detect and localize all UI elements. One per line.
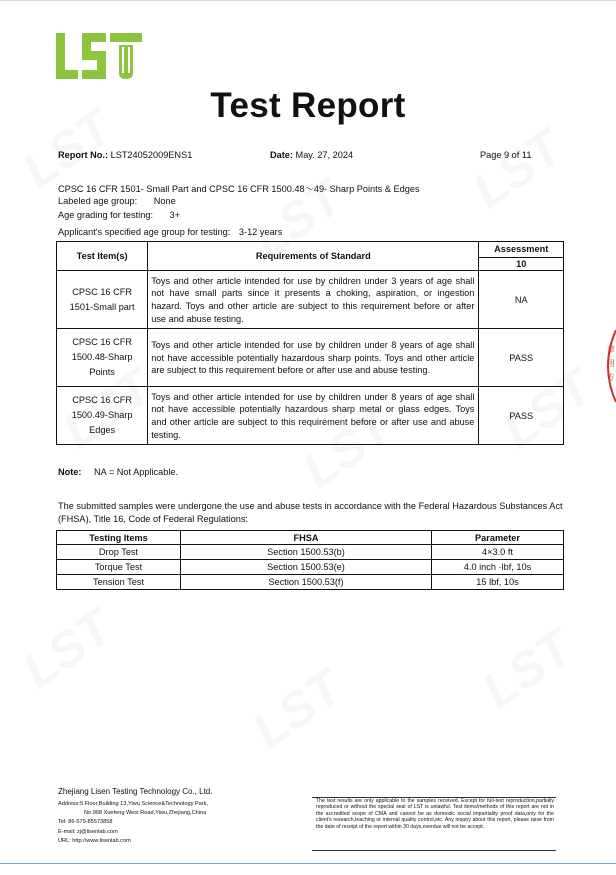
col-parameter: Parameter — [432, 531, 564, 545]
report-date — [270, 150, 353, 160]
applicant-age-line — [58, 227, 282, 237]
labeled-age-value: None — [153, 196, 176, 206]
test-item-line: 1500.48-Sharp — [71, 352, 133, 362]
parameter-cell: 4.0 inch ·lbf, 10s — [432, 560, 564, 575]
seal-stamp — [598, 330, 616, 402]
address-line: No.968 Xuefeng West Road,Yiwu,Zhejiang,China — [84, 810, 207, 817]
requirement-text: Toys and other article intended for use by children under 8 years of age shall not have accessible potentially hazardous sharp metal or glass edges. Toys and other article are subject to this requirement before or after use and abuse testing. — [151, 391, 475, 440]
note-label: Note: — [58, 467, 82, 477]
page-number: Page 9 of 11 — [480, 150, 532, 160]
report-no-label: Report No.: — [58, 150, 109, 160]
lst-logo — [56, 33, 142, 79]
test-item-line: Points — [89, 367, 115, 377]
age-grading-line — [58, 210, 180, 220]
date-value: May. 27, 2024 — [295, 150, 354, 160]
company-name: Zhejiang Lisen Testing Technology Co., Ltd. — [58, 787, 213, 796]
requirement-text: Toys and other article intended for use by children under 3 years of age shall not have small parts since it presents a choking, aspiration, or ingestion hazard. Toys and other article are subject to this requirement before or after use and abuse testing. — [151, 275, 475, 324]
company-address — [58, 800, 208, 846]
report-number — [58, 150, 192, 160]
test-item-line: 1501-Small part — [69, 301, 135, 312]
test-item-line: Edges — [89, 425, 116, 435]
top-border — [0, 0, 616, 1]
note-text: NA = Not Applicable. — [94, 467, 179, 477]
table-row — [57, 271, 564, 329]
note — [58, 467, 178, 477]
watermark — [462, 118, 573, 220]
labeled-age-label: Labeled age group: — [58, 196, 138, 206]
watermark — [242, 658, 353, 760]
telephone: Tel: 86-579-85573858 — [58, 819, 113, 826]
bottom-border — [0, 863, 616, 864]
test-item-line: CPSC 16 CFR — [72, 337, 132, 347]
applicant-age-value: 3-12 years — [238, 227, 283, 237]
age-grading-value: 3+ — [169, 210, 181, 220]
testing-item-cell: Drop Test — [57, 545, 181, 560]
website-url: URL: http://www.lisenlab.com — [58, 837, 131, 844]
table-row — [57, 545, 564, 560]
col-assessment: Assessment — [479, 242, 564, 258]
report-no-value: LST24052009ENS1 — [110, 150, 193, 160]
test-item-cell — [57, 387, 148, 445]
svg-text:专: 专 — [607, 373, 615, 382]
svg-text:章: 章 — [607, 345, 615, 354]
result-cell: PASS — [479, 387, 564, 445]
parameter-cell: 4×3.0 ft — [432, 545, 564, 560]
testing-item-cell: Torque Test — [57, 560, 181, 575]
requirement-cell — [148, 329, 479, 387]
requirement-cell — [148, 271, 479, 329]
labeled-age-line — [58, 196, 176, 206]
col-testing-items: Testing Items — [57, 531, 181, 545]
test-item-line: CPSC 16 CFR — [72, 286, 132, 297]
test-item-cell — [57, 329, 148, 387]
date-label: Date: — [270, 150, 293, 160]
col-sample-no: 10 — [479, 257, 564, 270]
address-line: Address:5 Floor,Building 13,Yiwu Science&Technology Park, — [58, 801, 208, 807]
test-item-line: CPSC 16 CFR — [72, 395, 132, 405]
table-row — [57, 329, 564, 387]
requirement-text: Toys and other article intended for use by children under 8 years of age shall not have accessible potentially hazardous sharp points. Toys and other article are subject to this requirement before or after use and abuse testing. — [151, 340, 475, 376]
watermark — [472, 618, 583, 720]
parameter-cell: 15 lbf, 10s — [432, 575, 564, 590]
fhsa-cell: Section 1500.53(f) — [181, 575, 432, 590]
requirement-cell — [148, 387, 479, 445]
result-cell: NA — [479, 271, 564, 329]
col-requirements: Requirements of Standard — [148, 242, 479, 271]
fhsa-cell: Section 1500.53(b) — [181, 545, 432, 560]
page-title: Test Report — [210, 86, 406, 125]
table-row — [57, 575, 564, 590]
fhsa-table — [56, 530, 564, 590]
disclaimer-divider — [312, 850, 556, 851]
fhsa-cell: Section 1500.53(e) — [181, 560, 432, 575]
table-row — [57, 560, 564, 575]
watermark — [12, 598, 123, 700]
col-test-item: Test Item(s) — [57, 242, 148, 271]
col-fhsa: FHSA — [181, 531, 432, 545]
disclaimer: The test results are only applicable to the samples received. Except for full-text reproduction,partially reproduced or without the special seal of LST is unlawful. Test items/methods of this report are not in the accredited scope of CMA and cannot be as domestic social impartiality proof data,only for the client's research,teaching or internal quality control,etc. Any inquiry about this report, please raise from the date of receipt of the report within 30 days,overdue will not be accept. — [316, 798, 554, 830]
standard-line: CPSC 16 CFR 1501- Small Part and CPSC 16 CFR 1500.48～49- Sharp Points & Edges — [58, 184, 420, 194]
applicant-age-label: Applicant's specified age group for testing: — [58, 227, 231, 237]
test-item-line: 1500.49-Sharp — [71, 410, 133, 420]
results-table — [56, 241, 564, 445]
test-item-cell — [57, 271, 148, 329]
svg-text:用: 用 — [607, 359, 615, 368]
table-row — [57, 387, 564, 445]
testing-item-cell: Tension Test — [57, 575, 181, 590]
result-cell: PASS — [479, 329, 564, 387]
email: E-mail: zj@lisenlab.com — [58, 828, 118, 835]
fhsa-paragraph: The submitted samples were undergone the use and abuse tests in accordance with the Federal Hazardous Substances Act (FHSA), Title 16, Code of Federal Regulations: — [58, 501, 563, 524]
age-grading-label: Age grading for testing: — [58, 210, 153, 220]
